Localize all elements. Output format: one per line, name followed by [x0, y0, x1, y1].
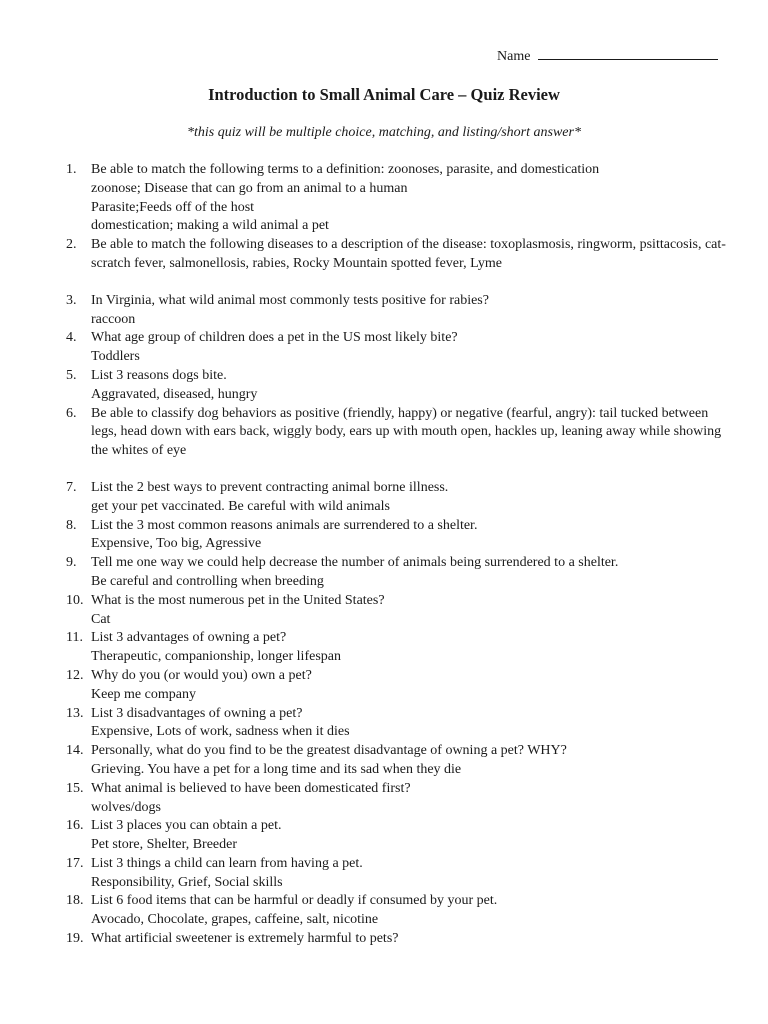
- question-14: [0, 742, 768, 780]
- name-blank-line: [538, 46, 718, 60]
- question-number: 1.: [66, 162, 77, 177]
- document-subtitle: *this quiz will be multiple choice, matching, and listing/short answer*: [187, 125, 581, 140]
- answer-line: Cat: [91, 611, 111, 627]
- question-text: What is the most numerous pet in the United States?: [91, 592, 385, 608]
- answer-line: Expensive, Too big, Agressive: [91, 536, 262, 552]
- question-18: [0, 892, 768, 930]
- answer-line: Therapeutic, companionship, longer lifespan: [91, 649, 341, 665]
- question-number: 13.: [66, 705, 84, 721]
- question-number: 19.: [66, 931, 84, 947]
- document-title: Introduction to Small Animal Care – Quiz Review: [208, 85, 560, 104]
- answer-line: Aggravated, diseased, hungry: [91, 386, 258, 402]
- answer-line: wolves/dogs: [91, 799, 161, 815]
- question-number: 4.: [66, 330, 77, 346]
- question-8: [0, 517, 768, 555]
- question-2: [0, 236, 768, 274]
- question-number: 3.: [66, 292, 77, 308]
- question-number: 11.: [66, 630, 83, 646]
- answer-line: Parasite;Feeds off of the host: [91, 199, 255, 215]
- question-text: List 6 food items that can be harmful or deadly if consumed by your pet.: [91, 893, 498, 909]
- answer-line: domestication; making a wild animal a pet: [91, 218, 329, 234]
- question-text: What age group of children does a pet in the US most likely bite?: [91, 330, 458, 346]
- question-text: What animal is believed to have been domesticated first?: [91, 780, 411, 796]
- question-6: [0, 405, 768, 461]
- question-4: [0, 329, 768, 367]
- question-text: Be able to match the following diseases to a description of the disease: toxoplasmosis, ringworm, psittacosis, cat-scratch fever, salmonellosis, rabies, Rocky Mountain spotted fever, Lyme: [91, 237, 726, 271]
- question-number: 7.: [66, 479, 77, 495]
- question-number: 15.: [66, 780, 84, 796]
- question-text: Tell me one way we could help decrease the number of animals being surrendered to a shelter.: [91, 555, 619, 571]
- answer-line: Keep me company: [91, 686, 196, 702]
- question-9: [0, 554, 768, 592]
- answer-line: Be careful and controlling when breeding: [91, 573, 324, 589]
- question-text: List the 3 most common reasons animals are surrendered to a shelter.: [91, 517, 478, 533]
- question-text: What artificial sweetener is extremely harmful to pets?: [91, 931, 399, 947]
- question-text: List 3 disadvantages of owning a pet?: [91, 705, 303, 721]
- question-number: 14.: [66, 743, 84, 759]
- question-number: 6.: [66, 405, 77, 421]
- question-list: [0, 161, 768, 949]
- answer-line: Toddlers: [91, 349, 140, 365]
- question-3: [0, 292, 768, 330]
- question-text: List 3 places you can obtain a pet.: [91, 818, 282, 834]
- question-10: [0, 592, 768, 630]
- question-5: [0, 367, 768, 405]
- question-text: Why do you (or would you) own a pet?: [91, 667, 312, 683]
- answer-line: Pet store, Shelter, Breeder: [91, 837, 238, 853]
- question-number: 2.: [66, 237, 77, 253]
- question-19: [0, 930, 768, 949]
- question-16: [0, 817, 768, 855]
- question-11: [0, 629, 768, 667]
- name-field: [497, 46, 718, 66]
- question-number: 18.: [66, 893, 84, 909]
- answer-line: get your pet vaccinated. Be careful with wild animals: [91, 498, 390, 514]
- question-text: List 3 advantages of owning a pet?: [91, 630, 287, 646]
- answer-line: raccoon: [91, 311, 136, 327]
- question-number: 17.: [66, 855, 84, 871]
- answer-line: Grieving. You have a pet for a long time and its sad when they die: [91, 761, 462, 777]
- question-number: 8.: [66, 517, 77, 533]
- question-1: [0, 161, 768, 236]
- question-15: [0, 780, 768, 818]
- name-label: Name: [497, 49, 531, 64]
- answer-line: Expensive, Lots of work, sadness when it dies: [91, 724, 350, 740]
- answer-line: Responsibility, Grief, Social skills: [91, 874, 283, 890]
- question-number: 10.: [66, 592, 84, 608]
- question-text: In Virginia, what wild animal most commonly tests positive for rabies?: [91, 292, 489, 308]
- answer-line: zoonose; Disease that can go from an animal to a human: [91, 180, 408, 196]
- question-number: 9.: [66, 555, 77, 571]
- question-text: List the 2 best ways to prevent contracting animal borne illness.: [91, 479, 449, 495]
- question-number: 16.: [66, 818, 84, 834]
- question-7: [0, 479, 768, 517]
- question-text: Be able to classify dog behaviors as positive (friendly, happy) or negative (fearful, angry): tail tucked between legs, head down with ears back, wiggly body, ears up with mouth open, hackles up, leaning away while showing the whites of eye: [91, 405, 722, 459]
- question-text: List 3 reasons dogs bite.: [91, 367, 227, 383]
- question-13: [0, 705, 768, 743]
- question-number: 5.: [66, 367, 77, 383]
- answer-line: Avocado, Chocolate, grapes, caffeine, salt, nicotine: [91, 912, 379, 928]
- question-text: Be able to match the following terms to a definition: zoonoses, parasite, and domestication: [91, 162, 600, 177]
- question-number: 12.: [66, 667, 84, 683]
- question-text: List 3 things a child can learn from having a pet.: [91, 855, 363, 871]
- question-17: [0, 855, 768, 893]
- question-text: Personally, what do you find to be the greatest disadvantage of owning a pet? WHY?: [91, 743, 567, 759]
- question-12: [0, 667, 768, 705]
